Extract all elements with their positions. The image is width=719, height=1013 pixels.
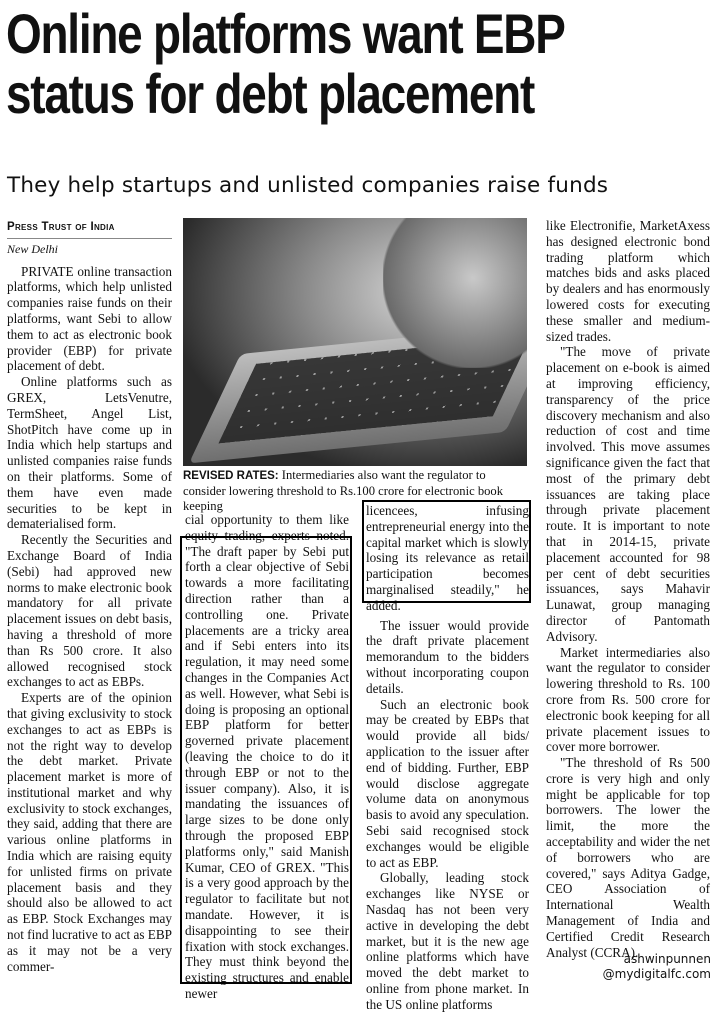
credit-handle: @mydigitalfc.com — [602, 967, 711, 981]
paragraph: PRIVATE online transaction platforms, which help unlisted companies raise funds on their platforms, want Sebi to allow them to act as electronic book provider (EBP) for private placement of debt. — [7, 263, 172, 374]
dateline: New Delhi — [7, 241, 58, 256]
paragraph: cial opportunity to them like equity trading, experts noted. "The draft paper by Sebi put forth a clear objective of Sebi towards a more facilitating direction rather than a controlling one. Private placements are a tricky area and if Sebi enters into its regulation, it may need some changes in the Companies Act as well. However, what Sebi is doing is proposing an optional EBP platform for better governed private placement (leaving the choice to do it through EBP or not to the issuer company). Also, it is mandating the issuances of large sizes to be done only through the proposed EBP platforms only," said Manish Kumar, CEO of GREX. "This is a very good approach by the regulator to facilitate but not mandate. However, it is disappointing to see their fixation with stock exchanges. They must think beyond the existing structures and enable newer — [185, 512, 349, 1001]
caption-lead: REVISED RATES: — [183, 470, 279, 482]
paragraph: Experts are of the opinion that giving exclusivity to stock exchanges to act as EBPs is not the right way to develop the debt market. Private placement market is more of institutional market and why exclusivity to stock exchanges, they said, adding that there are various online platforms in India which are raising equity for unlisted firms on private placement basis and they should also be allowed to act as EBP. Stock Exchanges may not find lucrative to act as EBP as it may not be a very commer- — [7, 690, 172, 974]
paragraph: Such an electronic book may be created by EBPs that would provide all bids/ application to the issuer after end of bidding. Further, EBP would disclose aggregate volume data on anonymous basis to avoid any speculation. Sebi said recognised stock exchanges would be eligible to act as EBP. — [366, 696, 529, 870]
paragraph: Online platforms such as GREX, LetsVenutre, TermSheet, Angel List, ShotPitch have come up in India which help startups and unlisted companies raise funds on their platforms. Some of them have even made securities to be kept in dematerialised form. — [7, 374, 172, 532]
caption-text: Intermediaries also want the regulator to consider lowering threshold to Rs.100 crore for electronic book keeping — [183, 468, 504, 513]
paragraph: Globally, leading stock exchanges like NYSE or Nasdaq has not been very active in developing the debt market, but it is the new age online platforms which have moved the debt market to online from phone market. In the US online platforms — [366, 870, 529, 1012]
paragraph: The issuer would provide the draft private placement memorandum to the bidders without incorporating coupon details. — [366, 617, 529, 696]
headline-line1: Online platforms want EBP — [6, 2, 565, 65]
paragraph: "The threshold of Rs 500 crore is very high and only might be applicable for top borrowers. The lower the limit, the more the acceptability and wider the net of borrowers who are covered," says Aditya Gadge, CEO Association of International Wealth Management of India and Certified Credit Research Analyst (CCRA). — [546, 755, 710, 960]
byline: Press Trust of India — [7, 221, 115, 233]
column-4 — [546, 218, 710, 960]
hand-icon — [383, 218, 527, 368]
laptop-hand-photo — [183, 218, 527, 466]
headline-line2: status for debt placement — [6, 62, 535, 125]
paragraph: "The move of private placement on e-book is aimed at improving efficiency, transparency of the price discovery mechanism and also reduction of cost and time involved. This move assumes significance given the fact that most of the primary debt issuances are taking place through private placement route. It is important to note that in 2014-15, private placement accounted for 98 per cent of debt securities issuances, says Mahavir Lunawat, group managing director of Pantomath Advisory. — [546, 344, 710, 644]
paragraph: Recently the Securities and Exchange Board of India (Sebi) had approved new norms to make electronic book mandatory for all private placement issues on debt basis, having a threshold of more than Rs 500 crore. It also allowed recognised stock exchanges to act as EBPs. — [7, 532, 172, 690]
subheadline: They help startups and unlisted companies raise funds — [7, 173, 609, 198]
byline-divider — [7, 238, 172, 239]
photo-credit — [603, 952, 711, 982]
credit-name: ashwinpunnen — [623, 952, 711, 966]
headline — [6, 4, 588, 124]
paragraph: like Electronifie, MarketAxess has designed electronic bond trading platform which matches bids and asks placed by dealers and has enormously lowered costs for executing these smaller and medium-sized trades. — [546, 218, 710, 344]
quote-box — [180, 536, 352, 984]
paragraph: licencees, infusing entrepreneurial energy into the capital market which is slowly losing its relevance as retail participation becomes marginalised steadily," he added. — [366, 503, 529, 613]
paragraph: Market intermediaries also want the regulator to consider lowering threshold to Rs. 100 crore from Rs. 500 crore for electronic book keeping for all private placement issues to cover more borrower. — [546, 644, 710, 755]
column-1 — [7, 220, 172, 974]
quote-box — [362, 500, 531, 603]
